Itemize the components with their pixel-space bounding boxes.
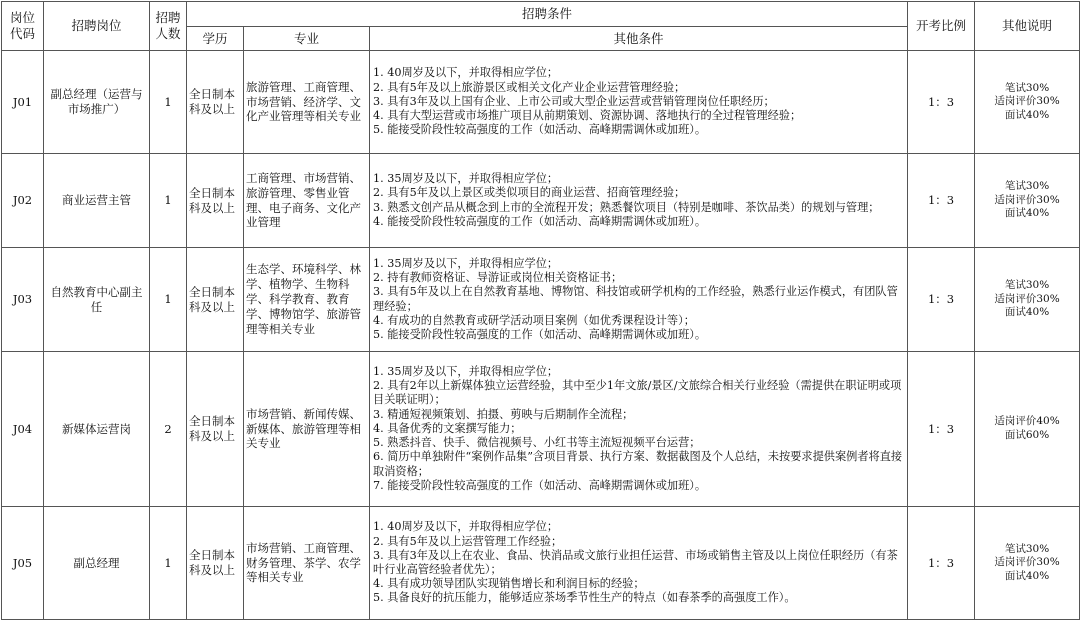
cell-count: 1 — [150, 154, 187, 248]
requirement-item: 1. 35周岁及以下，并取得相应学位； — [373, 172, 559, 186]
cell-count: 1 — [150, 507, 187, 620]
header-ratio: 开考比例 — [908, 2, 975, 51]
table-row — [2, 352, 1080, 507]
requirement-item: 4. 有成功的自然教育或研学活动项目案例（如优秀课程设计等）； — [373, 313, 695, 327]
note-line: 适岗评价30% — [994, 95, 1060, 108]
note-line: 适岗评价30% — [994, 556, 1060, 569]
cell-education: 全日制本科及以上 — [187, 352, 244, 507]
table-row — [2, 248, 1080, 352]
note-line: 适岗评价30% — [994, 292, 1060, 305]
cell-notes — [975, 352, 1080, 507]
cell-count: 1 — [150, 51, 187, 154]
note-line: 面试40% — [1004, 306, 1050, 319]
cell-count: 1 — [150, 248, 187, 352]
requirement-item: 2. 具有5年及以上景区或类似项目的商业运营、招商管理经验； — [373, 186, 686, 200]
cell-count: 2 — [150, 352, 187, 507]
cell-notes — [975, 507, 1080, 620]
requirement-item: 4. 具有大型运营或市场推广项目从前期策划、资源协调、落地执行的全过程管理经验； — [373, 109, 802, 123]
cell-major: 市场营销、新闻传媒、新媒体、旅游管理等相关专业 — [244, 352, 370, 507]
requirement-item: 2. 具有5年及以上旅游景区或相关文化产业企业运营管理经验； — [373, 80, 686, 94]
requirement-item: 3. 具有3年及以上在农业、食品、快消品或文旅行业担任运营、市场或销售主管及以上岗位任职经历（有茶叶行业高管经验者优先）； — [373, 548, 898, 576]
requirements-list — [373, 365, 905, 493]
recruitment-table — [1, 1, 1080, 620]
cell-ratio: 1：3 — [908, 507, 975, 620]
cell-ratio: 1：3 — [908, 248, 975, 352]
requirement-item: 5. 熟悉抖音、快手、微信视频号、小红书等主流短视频平台运营； — [373, 436, 701, 450]
requirement-item: 5. 能接受阶段性较高强度的工作（如活动、高峰期需调休或加班）。 — [373, 327, 707, 341]
cell-position: 自然教育中心副主任 — [44, 248, 150, 352]
requirement-item: 1. 35周岁及以下，并取得相应学位； — [373, 365, 559, 379]
requirement-item: 1. 40周岁及以下，并取得相应学位； — [373, 66, 559, 80]
cell-education: 全日制本科及以上 — [187, 51, 244, 154]
cell-position: 新媒体运营岗 — [44, 352, 150, 507]
cell-education: 全日制本科及以上 — [187, 154, 244, 248]
header-count: 招聘人数 — [150, 2, 187, 51]
requirement-item: 6. 简历中单独附件“案例作品集”含项目背景、执行方案、数据截图及个人总结，未按要求提供案例者将直接取消资格； — [373, 450, 903, 478]
cell-notes — [975, 154, 1080, 248]
header-notes: 其他说明 — [975, 2, 1080, 51]
note-line: 笔试30% — [1004, 81, 1050, 94]
cell-ratio: 1：3 — [908, 154, 975, 248]
requirement-item: 3. 熟悉文创产品从概念到上市的全流程开发；熟悉餐饮项目（特别是咖啡、茶饮品类）的规划与管理； — [373, 200, 880, 214]
requirement-item: 7. 能接受阶段性较高强度的工作（如活动、高峰期需调休或加班）。 — [373, 478, 707, 492]
cell-requirements — [370, 248, 908, 352]
requirements-list — [373, 520, 905, 605]
note-line: 面试60% — [1004, 429, 1050, 441]
requirement-item: 4. 具有成功领导团队实现销售增长和利润目标的经验； — [373, 577, 645, 591]
cell-requirements — [370, 51, 908, 154]
cell-major: 生态学、环境科学、林学、植物学、生物科学、科学教育、教育学、博物馆学、旅游管理等相关专业 — [244, 248, 370, 352]
cell-notes — [975, 51, 1080, 154]
cell-position: 副总经理（运营与市场推广） — [44, 51, 150, 154]
cell-education: 全日制本科及以上 — [187, 507, 244, 620]
requirement-item: 3. 具有3年及以上国有企业、上市公司或大型企业运营或营销管理岗位任职经历； — [373, 94, 775, 108]
note-line: 适岗评价40% — [994, 415, 1060, 428]
header-other-conditions: 其他条件 — [370, 27, 908, 51]
requirement-item: 2. 持有教师资格证、导游证或岗位相关资格证书； — [373, 271, 623, 285]
cell-code: J03 — [2, 248, 44, 352]
note-line: 笔试30% — [1004, 180, 1050, 193]
note-line: 适岗评价30% — [994, 193, 1060, 206]
requirement-item: 1. 40周岁及以下，并取得相应学位； — [373, 520, 559, 534]
cell-notes — [975, 248, 1080, 352]
table-row — [2, 51, 1080, 154]
note-line: 面试40% — [1004, 569, 1050, 582]
cell-position: 副总经理 — [44, 507, 150, 620]
cell-major: 工商管理、市场营销、旅游管理、零售业管理、电子商务、文化产业管理 — [244, 154, 370, 248]
cell-ratio: 1：3 — [908, 51, 975, 154]
header-education: 学历 — [187, 27, 244, 51]
requirement-item: 2. 具有2年以上新媒体独立运营经验，其中至少1年文旅/景区/文旅综合相关行业经验（需提供在职证明或项目关联证明）； — [373, 379, 902, 407]
note-line: 笔试30% — [1004, 279, 1050, 292]
header-major: 专业 — [244, 27, 370, 51]
header-conditions: 招聘条件 — [187, 2, 908, 27]
cell-requirements — [370, 154, 908, 248]
requirement-item: 3. 精通短视频策划、拍摄、剪映与后期制作全流程； — [373, 407, 634, 421]
cell-education: 全日制本科及以上 — [187, 248, 244, 352]
requirement-item: 4. 具备优秀的文案撰写能力； — [373, 421, 522, 435]
cell-code: J02 — [2, 154, 44, 248]
cell-major: 旅游管理、工商管理、市场营销、经济学、文化产业管理等相关专业 — [244, 51, 370, 154]
requirements-list — [373, 66, 905, 137]
header-code: 岗位代码 — [2, 2, 44, 51]
cell-requirements — [370, 352, 908, 507]
table-row — [2, 154, 1080, 248]
cell-code: J04 — [2, 352, 44, 507]
requirement-item: 2. 具有5年及以上运营管理工作经验； — [373, 534, 563, 548]
cell-major: 市场营销、工商管理、财务管理、茶学、农学等相关专业 — [244, 507, 370, 620]
requirements-list — [373, 172, 905, 229]
requirement-item: 1. 35周岁及以下，并取得相应学位； — [373, 256, 559, 270]
cell-code: J01 — [2, 51, 44, 154]
requirement-item: 5. 具备良好的抗压能力，能够适应茶场季节性生产的特点（如春茶季的高强度工作）。 — [373, 591, 796, 605]
cell-code: J05 — [2, 507, 44, 620]
cell-requirements — [370, 507, 908, 620]
note-line: 面试40% — [1004, 108, 1050, 121]
table-row — [2, 507, 1080, 620]
requirements-list — [373, 257, 905, 342]
note-line: 面试40% — [1004, 207, 1050, 220]
requirement-item: 5. 能接受阶段性较高强度的工作（如活动、高峰期需调休或加班）。 — [373, 123, 707, 137]
requirement-item: 4. 能接受阶段性较高强度的工作（如活动、高峰期需调休或加班）。 — [373, 214, 707, 228]
header-position: 招聘岗位 — [44, 2, 150, 51]
cell-ratio: 1：3 — [908, 352, 975, 507]
note-line: 笔试30% — [1004, 542, 1050, 555]
cell-position: 商业运营主管 — [44, 154, 150, 248]
requirement-item: 3. 具有5年及以上在自然教育基地、博物馆、科技馆或研学机构的工作经验，熟悉行业运作模式，有团队管理经验； — [373, 285, 898, 313]
